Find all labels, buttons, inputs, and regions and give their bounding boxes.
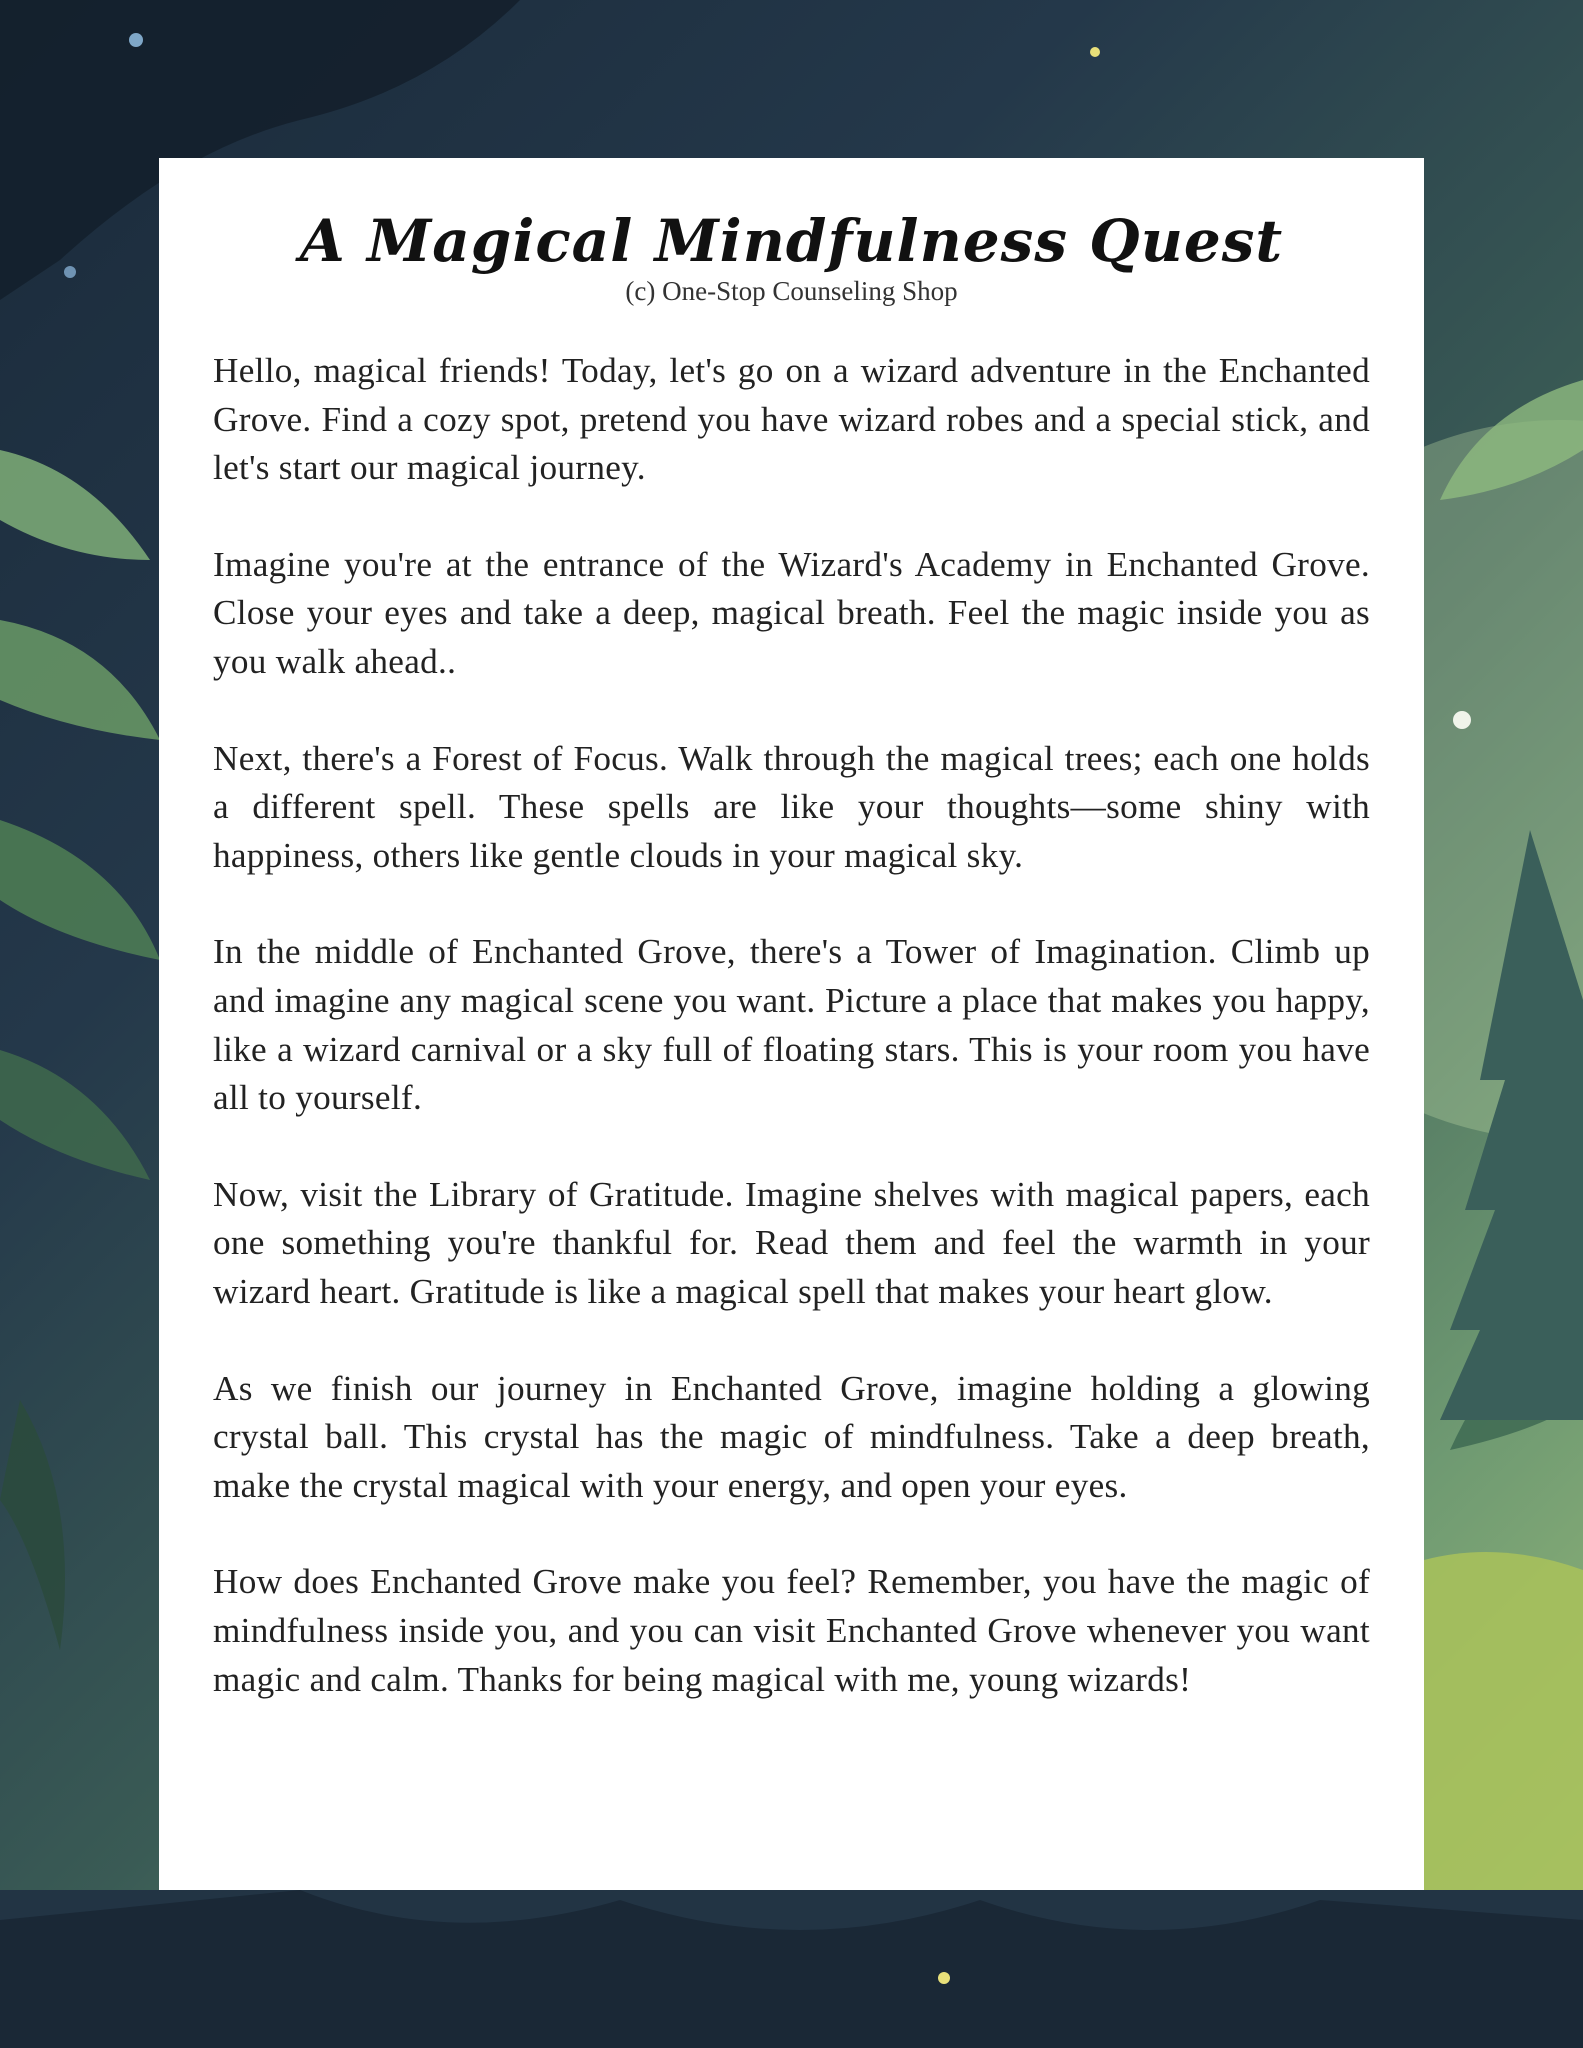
page-title: A Magical Mindfulness Quest [299, 207, 1284, 275]
paragraph-library-of-gratitude: Now, visit the Library of Gratitude. Imagine shelves with magical papers, each one something you're thankful for. Read them and feel the warmth in your wizard heart. Gratitude is like a magical spell that makes your heart glow. [213, 1174, 1370, 1311]
paragraph-forest-of-focus: Next, there's a Forest of Focus. Walk through the magical trees; each one holds a different spell. These spells are like your thoughts—some shiny with happiness, others like gentle clouds in your magical sky. [213, 738, 1370, 875]
paragraph-tower-of-imagination: In the middle of Enchanted Grove, there's a Tower of Imagination. Climb up and imagine any magical scene you want. Picture a place that makes you happy, like a wizard carnival or a sky full of floating stars. This is your room you have all to yourself. [213, 932, 1370, 1118]
paragraph-intro: Hello, magical friends! Today, let's go on a wizard adventure in the Enchanted Grove. Find a cozy spot, pretend you have wizard robes and a special stick, and let's start our magical journey. [213, 351, 1370, 488]
worksheet-page [159, 158, 1424, 1890]
paragraph-closing: How does Enchanted Grove make you feel? Remember, you have the magic of mindfulness inside you, and you can visit Enchanted Grove whenever you want magic and calm. Thanks for being magical with me, young wizards! [213, 1562, 1370, 1699]
copyright-line: (c) One-Stop Counseling Shop [625, 275, 958, 306]
paragraph-crystal-ball: As we finish our journey in Enchanted Grove, imagine holding a glowing crystal ball. This crystal has the magic of mindfulness. Take a deep breath, make the crystal magical with your energy, and open your eyes. [213, 1368, 1370, 1505]
paragraph-academy: Imagine you're at the entrance of the Wizard's Academy in Enchanted Grove. Close your eyes and take a deep, magical breath. Feel the magic inside you as you walk ahead.. [213, 544, 1370, 682]
